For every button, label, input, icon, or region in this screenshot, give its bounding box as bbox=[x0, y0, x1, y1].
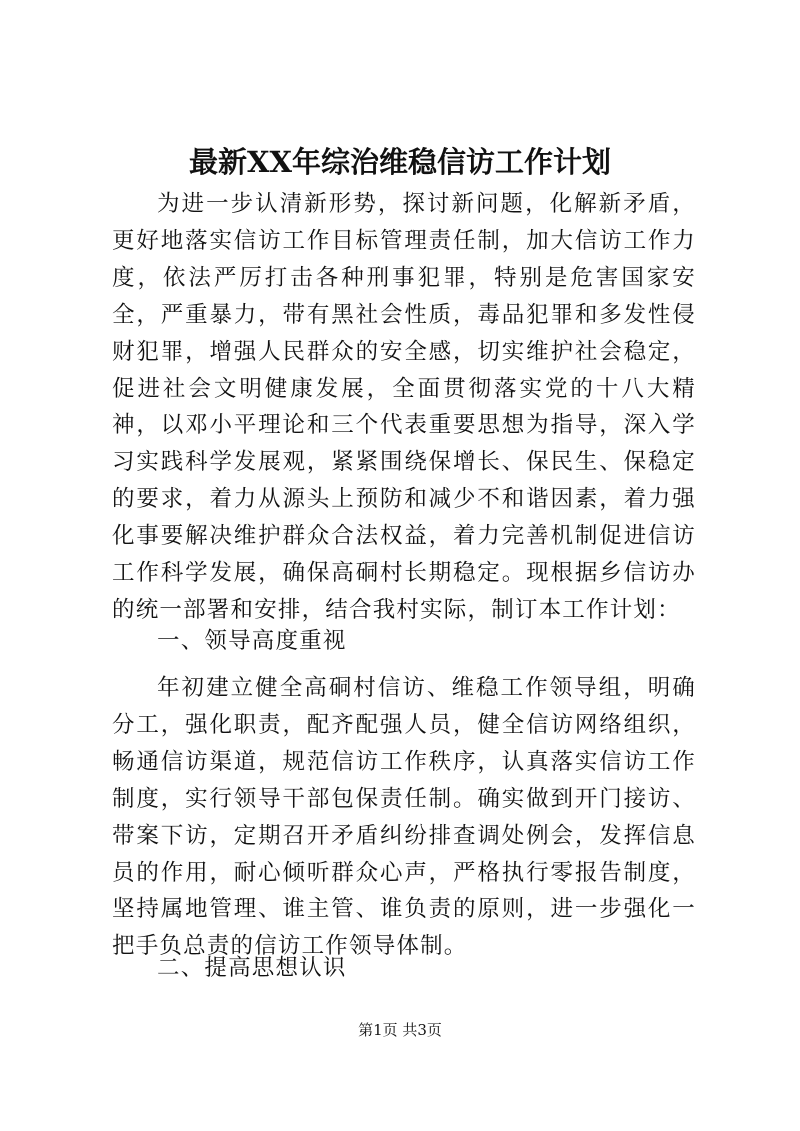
document-title: 最新XX年综治维稳信访工作计划 bbox=[188, 145, 611, 179]
section-heading-1: 一、领导高度重视 bbox=[157, 628, 347, 654]
section-1-paragraph: 年初建立健全高硐村信访、维稳工作领导组，明确分工，强化职责，配齐配强人员，健全信访网络组织，畅通信访渠道，规范信访工作秩序，认真落实信访工作制度，实行领导干部包保责任制。确实做到开门接访、带案下访，定期召开矛盾纠纷排查调处例会，发挥信息员的作用，耐心倾听群众心声，严格执行零报告制度，坚持属地管理、谁主管、谁负责的原则，进一步强化一把手负总责的信访工作领导体制。 bbox=[112, 675, 696, 960]
intro-paragraph: 为进一步认清新形势，探讨新问题，化解新矛盾，更好地落实信访工作目标管理责任制，加大信访工作力度，依法严厉打击各种刑事犯罪，特别是危害国家安全，严重暴力，带有黑社会性质，毒品犯罪和多发性侵财犯罪，增强人民群众的安全感，切实维护社会稳定，促进社会文明健康发展，全面贯彻落实党的十八大精神，以邓小平理论和三个代表重要思想为指导，深入学习实践科学发展观，紧紧围绕保增长、保民生、保稳定的要求，着力从源头上预防和减少不和谐因素，着力强化事要解决维护群众合法权益，着力完善机制促进信访工作科学发展，确保高硐村长期稳定。现根据乡信访办的统一部署和安排，结合我村实际，制订本工作计划： bbox=[112, 191, 696, 623]
page-footer: 第1页 共3页 bbox=[358, 1021, 442, 1039]
section-heading-2: 二、提高思想认识 bbox=[157, 955, 347, 981]
